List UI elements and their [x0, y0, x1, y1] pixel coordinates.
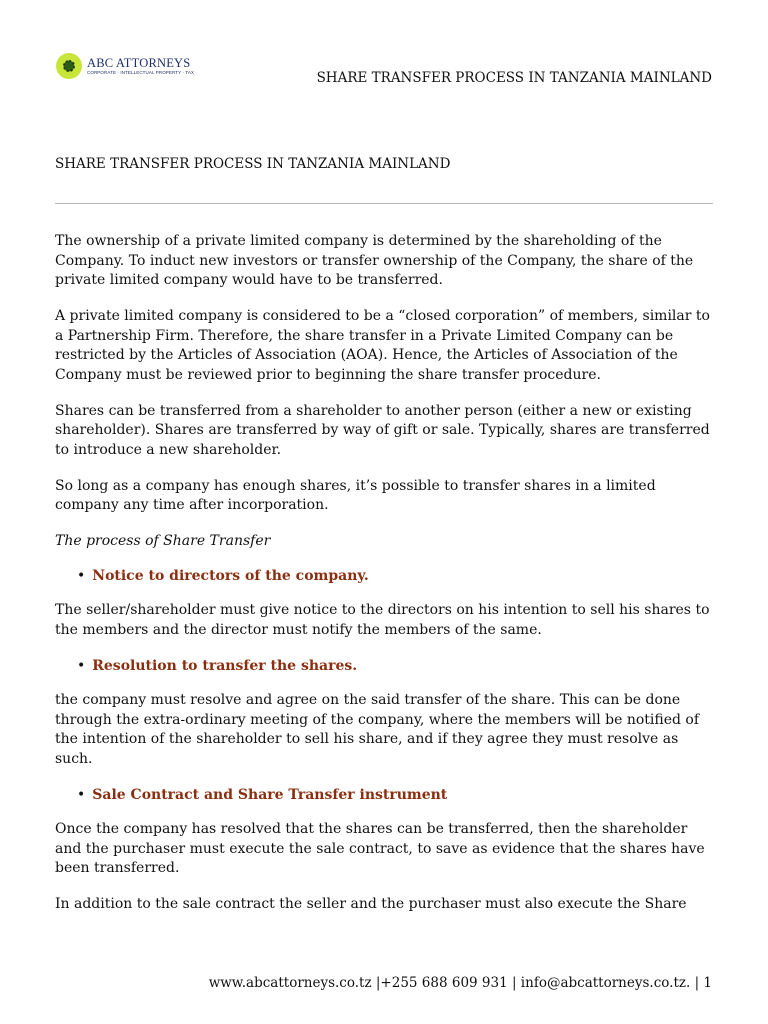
logo-tagline: CORPORATE · INTELLECTUAL PROPERTY · TAX: [87, 70, 195, 75]
paragraph-ownership: The ownership of a private limited company is determined by the shareholding of the Company. To induct new investors or transfer ownership of the Company, the share of the private limited company would have to be transferred.: [55, 233, 694, 288]
logo-text: [87, 57, 194, 76]
step-paragraph-share-instrument: In addition to the sale contract the seller and the purchaser must also execute the Share: [55, 896, 687, 912]
step-paragraph-resolution: the company must resolve and agree on the said transfer of the share. This can be done through the extra-ordinary meeting of the company, where the members will be notified of the intention of the shareholder to sell his share, and if they agree they must resolve as such.: [55, 692, 700, 767]
process-heading: The process of Share Transfer: [55, 533, 271, 549]
step-heading-text: Notice to directors of the company.: [92, 567, 369, 584]
bullet-icon: •: [77, 786, 86, 803]
paragraph-closed-corporation: A private limited company is considered to be a “closed corporation” of members, similar to a Partnership Firm. Therefore, the share transfer in a Private Limited Company can be restricted by the Articles of Association (AOA). Hence, the Articles of Association of the Company must be reviewed prior to beginning the share transfer procedure.: [55, 308, 710, 383]
logo-emblem-icon: [56, 53, 82, 79]
document-title: SHARE TRANSFER PROCESS IN TANZANIA MAINLAND: [55, 156, 451, 172]
bullet-icon: •: [77, 567, 86, 584]
step-heading-notice: [77, 567, 715, 587]
bullet-icon: •: [77, 657, 86, 674]
document-body: [55, 232, 715, 931]
paragraph-timing: So long as a company has enough shares, it’s possible to transfer shares in a limited company any time after incorporation.: [55, 477, 656, 513]
step-heading-resolution: [77, 657, 715, 677]
page-footer: www.abcattorneys.co.tz |+255 688 609 931 | info@abcattorneys.co.tz. | 1: [208, 975, 712, 991]
logo-name: ABC ATTORNEYS: [87, 55, 191, 70]
step-heading-sale-contract: [77, 786, 715, 806]
running-header-title: SHARE TRANSFER PROCESS IN TANZANIA MAINLAND: [316, 70, 712, 86]
step-heading-text: Resolution to transfer the shares.: [92, 657, 358, 674]
paragraph-transfer-methods: Shares can be transferred from a shareholder to another person (either a new or existing shareholder). Shares are transferred by way of gift or sale. Typically, shares are transferred to introduce a new shareholder.: [55, 402, 710, 458]
step-paragraph-sale-contract: Once the company has resolved that the shares can be transferred, then the shareholder and the purchaser must execute the sale contract, to save as evidence that the shares have been transferred.: [55, 821, 705, 876]
title-divider: [55, 203, 713, 204]
step-heading-text: Sale Contract and Share Transfer instrument: [92, 786, 448, 803]
step-paragraph-notice: The seller/shareholder must give notice to the directors on his intention to sell his shares to the members and the director must notify the members of the same.: [55, 602, 710, 638]
company-logo: [56, 53, 194, 79]
